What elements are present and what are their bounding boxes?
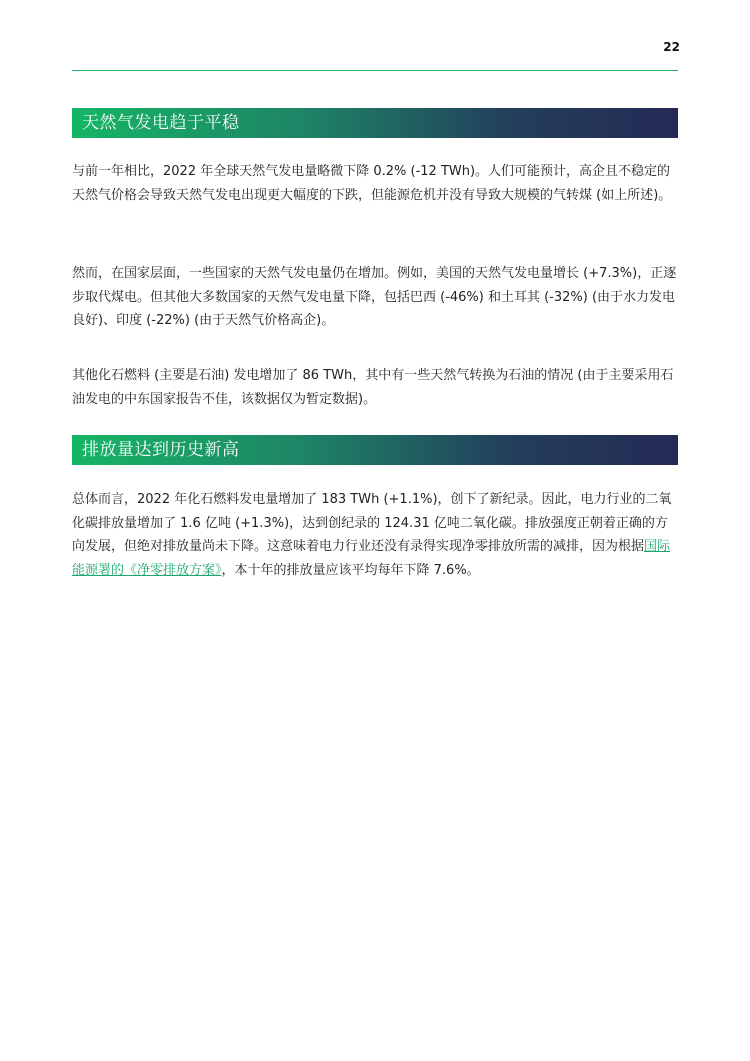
header-divider xyxy=(72,70,678,71)
emissions-text-end: ，本十年的排放量应该平均每年下降 7.6%。 xyxy=(221,562,480,578)
paragraph-gas-global: 与前一年相比，2022 年全球天然气发电量略微下降 0.2% (-12 TWh)。人们可能预计，高企且不稳定的天然气价格会导致天然气发电出现更大幅度的下跌，但能源危机并没有导致大规模的气转煤 (如上所述)。 xyxy=(72,164,672,203)
paragraph-other-fossil: 其他化石燃料 (主要是石油) 发电增加了 86 TWh，其中有一些天然气转换为石油的情况 (由于主要采用石油发电的中东国家报告不佳，该数据仅为暂定数据)。 xyxy=(72,368,674,407)
emissions-text-start: 总体而言，2022 年化石燃料发电量增加了 183 TWh (+1.1%)，创下了新纪录。因此，电力行业的二氧化碳排放量增加了 1.6 亿吨 (+1.3%)，达到创纪录的 124.31 亿吨二氧化碳。排放强度正朝着正确的方向发展，但绝对排放量尚未下降。这意味着电力行业还没有录得实现净零排放所需的减排，因为根据 xyxy=(72,492,672,554)
section-heading-natural-gas: 天然气发电趋于平稳 xyxy=(72,108,678,138)
iea-net-zero-link[interactable]: 国际能源署的《净零排放方案》 xyxy=(72,539,671,578)
paragraph-emissions xyxy=(72,488,678,582)
section-heading-emissions: 排放量达到历史新高 xyxy=(72,435,678,465)
page-number: 22 xyxy=(663,40,680,54)
paragraph-gas-countries: 然而，在国家层面，一些国家的天然气发电量仍在增加。例如，美国的天然气发电量增长 (+7.3%)，正逐步取代煤电。但其他大多数国家的天然气发电量下降，包括巴西 (-46%) 和土耳其 (-32%) (由于水力发电良好)、印度 (-22%) (由于天然气价格高企)。 xyxy=(72,266,677,328)
